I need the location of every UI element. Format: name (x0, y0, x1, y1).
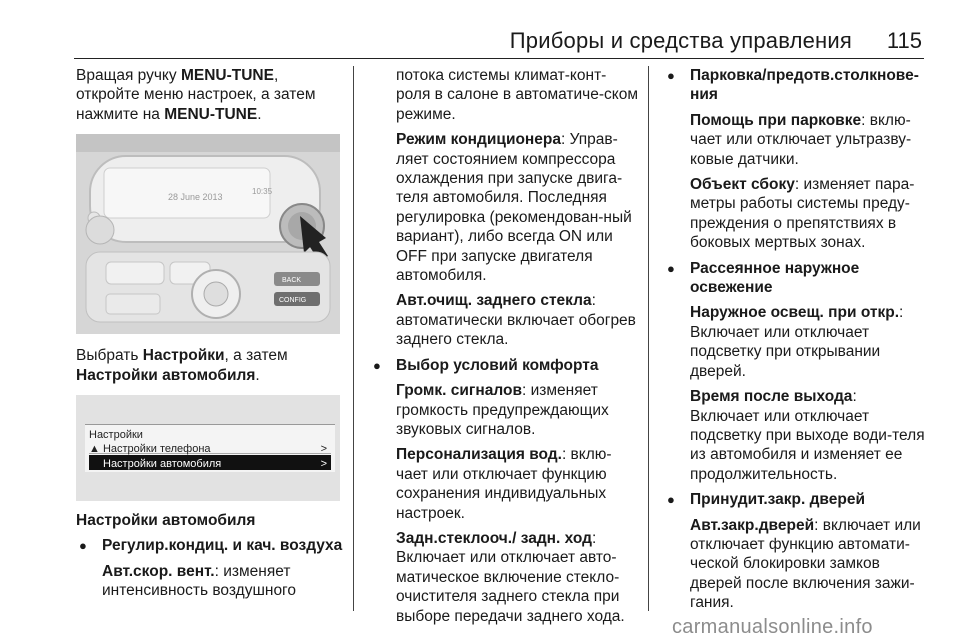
knob-name: MENU-TUNE (180, 67, 274, 84)
menu-screen (85, 424, 335, 472)
item-personalization: Персонализация вод.: вклю-чает или отключает функцию сохранения индивидуальных настроек. (396, 446, 612, 522)
intro-paragraph: Вращая ручку MENU-TUNE, откройте меню настроек, а затем нажмите на MENU-TUNE. (76, 67, 316, 123)
radio-time-text: 10:35 (252, 187, 273, 197)
bullet-comfort: ● Выбор условий комфорта (370, 356, 640, 375)
menu-title: Настройки (89, 429, 143, 442)
item-exit-lighting: Время после выхода: Включает или отключает подсветку при выходе води-теля из автомобиля и изменяет ее продолжительность. (690, 388, 925, 483)
fan-speed-continued: потока системы климат-конт-роля в салоне в автоматиче-ском режиме. (396, 67, 639, 123)
radio-date-text: 28 June 2013 (168, 192, 223, 203)
item-side-blind-zone: Объект сбоку: изменяет пара-метры работы системы преду-преждения о препятствиях в боковых мертвых зонах. (690, 176, 915, 252)
chevron-right-icon: > (320, 458, 327, 471)
settings-menu-illustration (76, 395, 340, 501)
item-rear-wiper: Задн.стеклооч./ задн. ход: Включает или отключает авто-матическое включение стекло-очистителя заднего стекла при выборе передачи заднего хода. (396, 529, 625, 625)
triangle-up-icon: ▲ (89, 443, 100, 456)
section-heading: Настройки автомобиля (76, 512, 256, 530)
watermark-text: carmanualsonline.info (672, 616, 873, 638)
item-unlock-lighting: Наружное освещ. при откр.: Включает или отключает подсветку при открывании дверей. (690, 304, 904, 380)
radio-panel-drawing (76, 134, 340, 334)
item-ac-mode: Режим кондиционера: Управ-ляет состоянием компрессора охлаждения при запуске двига-теля автомобиля. Последняя регулировка (рекомендован-ный вариант), либо всегда ON или OFF при запуске двигателя автомобиля. (396, 131, 632, 285)
header-divider (74, 58, 924, 59)
chevron-right-icon: > (320, 443, 327, 456)
item-park-assist: Помощь при парковке: вклю-чает или отключает ультразву-ковые датчики. (690, 111, 912, 168)
radio-back-label: BACK (282, 277, 302, 285)
button-name: MENU-TUNE (164, 105, 258, 123)
radio-config-label: CONFIG (279, 297, 307, 305)
menu-item-phone-settings: ▲ Настройки телефона > (89, 440, 331, 454)
menu-item-vehicle-settings: Настройки автомобиля > (89, 455, 331, 470)
page-title: Приборы и средства управления (509, 28, 852, 53)
page-header (0, 0, 960, 58)
column-2 (370, 66, 640, 632)
radio-panel-illustration (76, 134, 340, 334)
column-divider-1 (353, 66, 354, 611)
bullet-parking: ● Парковка/предотв.столкнове-ния (664, 66, 932, 105)
item-auto-door-lock: Авт.закр.дверей: включает или отключает функцию автомати-ческой блокировки замков дверей после включения зажи-гания. (690, 516, 921, 612)
bullet-climate: ● Регулир.кондиц. и кач. воздуха (76, 536, 344, 555)
item-fan-speed: Авт.скор. вент.: изменяет интенсивность воздушного (102, 562, 296, 600)
column-divider-2 (648, 66, 649, 611)
column-3 (664, 66, 932, 619)
item-chime-volume: Громк. сигналов: изменяет громкость предупреждающих звуковых сигналов. (396, 382, 609, 438)
bullet-exterior-lighting: ● Рассеянное наружное освежение (664, 259, 932, 298)
column-1 (76, 66, 344, 607)
select-paragraph: Выбрать Настройки, а затем Настройки автомобиля. (76, 347, 288, 384)
page-number: 115 (886, 28, 922, 53)
bullet-door-lock: ● Принудит.закр. дверей (664, 490, 932, 509)
item-rear-defog: Авт.очищ. заднего стекла: автоматически включает обогрев заднего стекла. (396, 292, 636, 349)
